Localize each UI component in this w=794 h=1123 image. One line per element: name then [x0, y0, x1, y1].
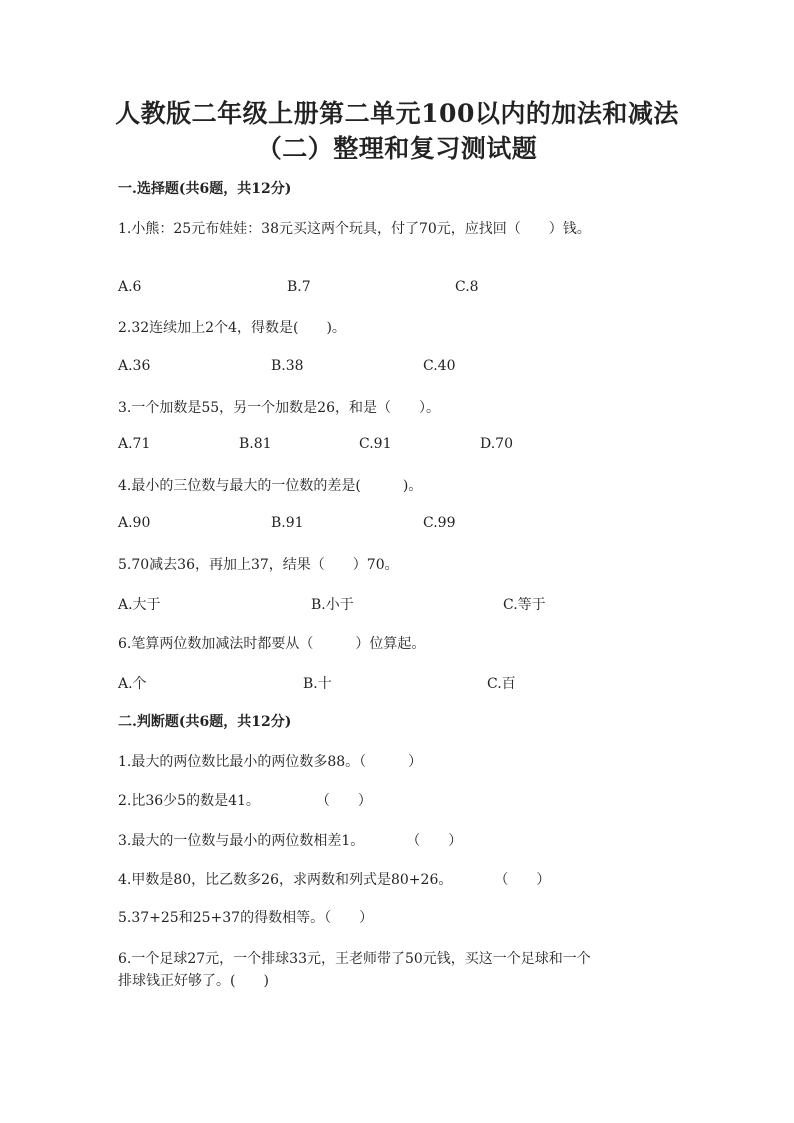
question-text: 6.一个足球27元，一个排球33元，王老师带了50元钱，买这一个足球和一个	[118, 951, 591, 967]
section-heading-judgment: 二.判断题(共6题，共12分)	[118, 714, 292, 730]
section-heading-choice: 一.选择题(共6题，共12分)	[118, 181, 292, 197]
option[interactable]: C.40	[423, 358, 456, 374]
question-text: 1.小熊：25元布娃娃：38元买这两个玩具，付了70元，应找回（ ）钱。	[118, 221, 591, 237]
option[interactable]: B.91	[271, 515, 304, 531]
question-text: 2.比36少5的数是41。 （ ）	[118, 793, 372, 809]
option[interactable]: B.81	[239, 436, 272, 452]
question-text: 3.一个加数是55，另一个加数是26，和是（ ）。	[118, 400, 440, 416]
option[interactable]: C.8	[455, 279, 479, 295]
option[interactable]: D.70	[480, 436, 513, 452]
question-text: 4.最小的三位数与最大的一位数的差是( )。	[118, 478, 423, 494]
option[interactable]: C.等于	[503, 597, 546, 613]
option[interactable]: C.99	[423, 515, 456, 531]
page-title-line1: 人教版二年级上册第二单元100以内的加法和减法	[115, 99, 679, 128]
option[interactable]: B.7	[287, 279, 311, 295]
option[interactable]: A.个	[118, 676, 147, 692]
option[interactable]: A.90	[118, 515, 151, 531]
page-title-line2: （二）整理和复习测试题	[256, 134, 538, 163]
option[interactable]: B.38	[271, 358, 304, 374]
question-text: 3.最大的一位数与最小的两位数相差1。 （ ）	[118, 833, 463, 849]
question-text: 5.70减去36，再加上37，结果（ ）70。	[118, 557, 399, 573]
question-text: 6.笔算两位数加减法时都要从（ ）位算起。	[118, 636, 426, 652]
option[interactable]: A.6	[118, 279, 142, 295]
option[interactable]: A.71	[118, 436, 151, 452]
question-text: 1.最大的两位数比最小的两位数多88。（ ）	[118, 754, 423, 770]
question-text: 5.37+25和25+37的得数相等。（ ）	[118, 910, 374, 926]
option[interactable]: B.小于	[311, 597, 354, 613]
option[interactable]: B.十	[303, 676, 332, 692]
option[interactable]: C.91	[359, 436, 392, 452]
question-text-continued: 排球钱正好够了。( )	[118, 973, 269, 989]
question-text: 4.甲数是80，比乙数多26，求两数和列式是80+26。 （ ）	[118, 872, 551, 888]
option[interactable]: A.36	[118, 358, 151, 374]
question-text: 2.32连续加上2个4，得数是( )。	[118, 320, 346, 336]
option[interactable]: C.百	[487, 676, 516, 692]
option[interactable]: A.大于	[118, 597, 161, 613]
